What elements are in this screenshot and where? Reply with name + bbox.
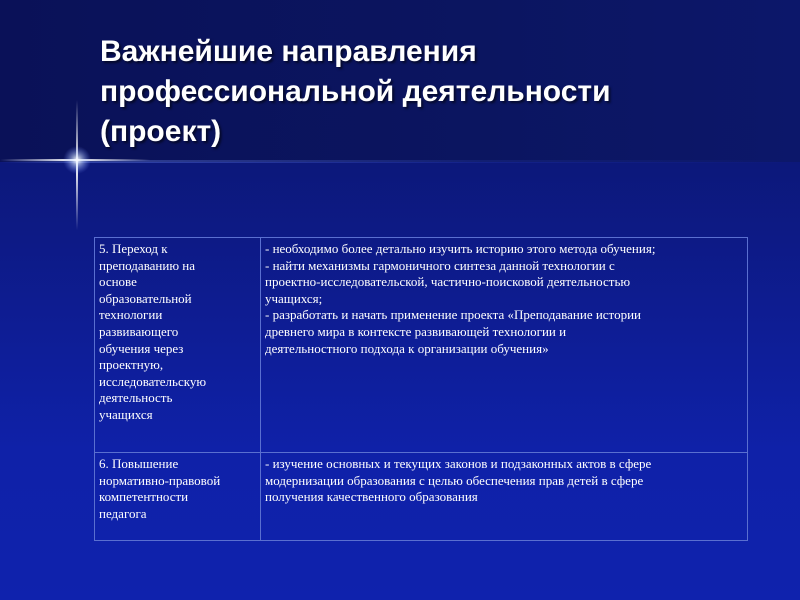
table-row: [95, 453, 748, 541]
label-line: 6. Повышение: [99, 456, 179, 471]
directions-table: [94, 237, 748, 541]
label-line: образовательной: [99, 290, 192, 306]
direction-content-cell: [261, 238, 748, 453]
label-line: деятельность: [99, 390, 173, 406]
content-line: - разработать и начать применение проекта «Преподавание истории: [265, 307, 641, 323]
label-line: технологии: [99, 307, 163, 323]
content-line: древнего мира в контексте развивающей технологии и: [265, 323, 567, 339]
label-line: педагога: [99, 505, 147, 521]
content-line: - найти механизмы гармоничного синтеза данной технологии с: [265, 257, 615, 273]
header-band-edge: [0, 160, 800, 163]
label-line: развивающего: [99, 323, 179, 339]
label-line: нормативно-правовой: [99, 472, 221, 488]
title-line: (проект): [100, 115, 222, 148]
direction-label-cell: [95, 453, 261, 541]
label-line: компетентности: [99, 489, 189, 505]
label-line: обучения через: [99, 340, 184, 356]
label-line: 5. Переход к: [99, 241, 168, 256]
title-line: Важнейшие направления: [100, 35, 477, 68]
content-line: получения качественного образования: [265, 489, 478, 505]
content-line: проектно-исследовательской, частично-поисковой деятельностью: [265, 274, 631, 290]
content-line: учащихся;: [265, 290, 323, 306]
label-line: проектную,: [99, 357, 164, 373]
title-line: профессиональной деятельности: [100, 75, 611, 108]
content-line: модернизации образования с целью обеспечения прав детей в сфере: [265, 472, 644, 488]
content-line: - необходимо более детально изучить историю этого метода обучения;: [265, 241, 656, 256]
slide-title: [100, 32, 760, 152]
table-row: [95, 238, 748, 453]
direction-label-cell: [95, 238, 261, 453]
label-line: основе: [99, 274, 137, 290]
content-line: - изучение основных и текущих законов и подзаконных актов в сфере: [265, 456, 652, 471]
content-line: деятельностного подхода к организации обучения»: [265, 340, 549, 356]
direction-content-cell: [261, 453, 748, 541]
label-line: учащихся: [99, 406, 153, 422]
label-line: исследовательскую: [99, 373, 207, 389]
label-line: преподаванию на: [99, 257, 196, 273]
